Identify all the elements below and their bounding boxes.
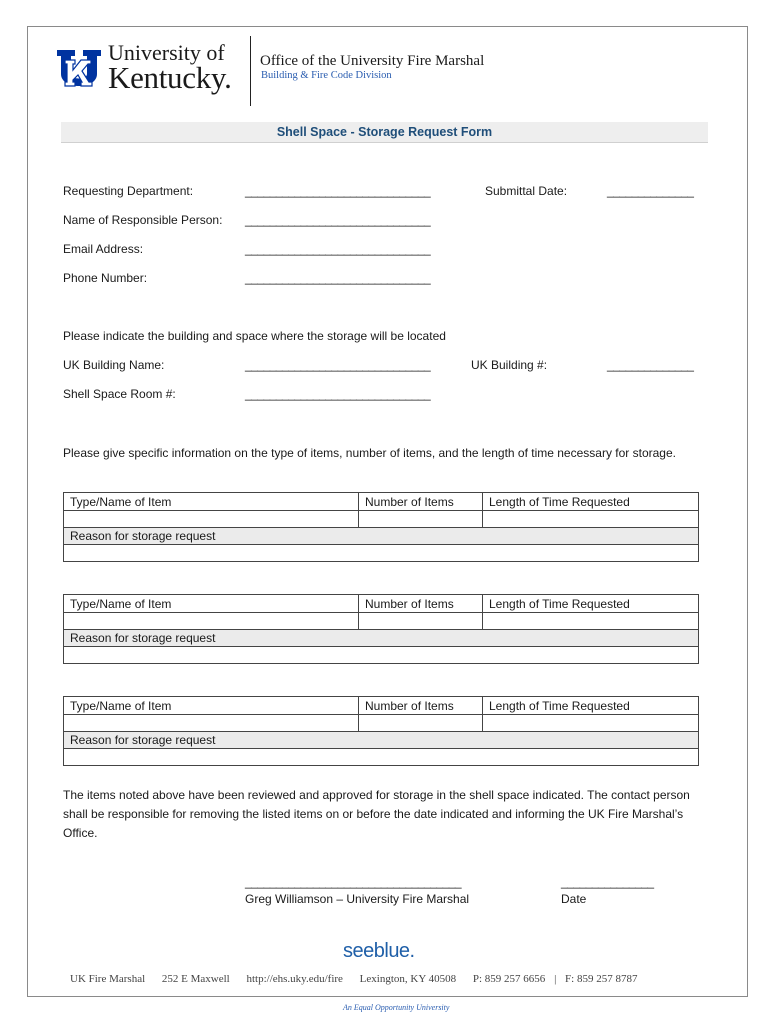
type-header: Type/Name of Item xyxy=(64,697,359,715)
footer-fax: F: 859 257 8787 xyxy=(565,973,638,985)
department-field[interactable]: ______________________________ xyxy=(245,184,431,198)
room-label: Shell Space Room #: xyxy=(63,387,176,401)
building-number-field[interactable]: ______________ xyxy=(607,358,694,372)
type-header: Type/Name of Item xyxy=(64,493,359,511)
signature-line[interactable]: ___________________________________ xyxy=(245,875,462,889)
building-name-label: UK Building Name: xyxy=(63,358,165,372)
length-cell[interactable] xyxy=(483,715,699,732)
type-header: Type/Name of Item xyxy=(64,595,359,613)
logo-university-text: University of xyxy=(108,40,225,65)
uk-logo-icon xyxy=(55,44,103,92)
responsible-person-field[interactable]: ______________________________ xyxy=(245,213,431,227)
building-number-label: UK Building #: xyxy=(471,358,548,372)
item-table-1 xyxy=(63,492,699,562)
footer-contact xyxy=(70,973,651,985)
reason-header: Reason for storage request xyxy=(64,732,699,749)
length-header: Length of Time Requested xyxy=(483,595,699,613)
date-line[interactable]: _______________ xyxy=(561,875,654,889)
department-label: Requesting Department: xyxy=(63,184,194,198)
number-cell[interactable] xyxy=(359,613,483,630)
number-cell[interactable] xyxy=(359,511,483,528)
division-name: Building & Fire Code Division xyxy=(261,70,392,81)
number-header: Number of Items xyxy=(359,595,483,613)
phone-label: Phone Number: xyxy=(63,271,148,285)
logo-kentucky-text: Kentucky. xyxy=(108,60,232,95)
responsible-person-label: Name of Responsible Person: xyxy=(63,213,223,227)
seeblue-logo: seeblue. xyxy=(343,940,415,962)
reason-cell[interactable] xyxy=(64,749,699,766)
submittal-date-label: Submittal Date: xyxy=(485,184,568,198)
footer-address: 252 E Maxwell xyxy=(161,973,230,985)
number-header: Number of Items xyxy=(359,493,483,511)
type-cell[interactable] xyxy=(64,613,359,630)
number-header: Number of Items xyxy=(359,697,483,715)
email-label: Email Address: xyxy=(63,242,144,256)
reason-cell[interactable] xyxy=(64,647,699,664)
signature-name: Greg Williamson – University Fire Marshal xyxy=(245,892,470,906)
reason-cell[interactable] xyxy=(64,545,699,562)
length-cell[interactable] xyxy=(483,613,699,630)
item-table-2 xyxy=(63,594,699,664)
type-cell[interactable] xyxy=(64,715,359,732)
location-instruction: Please indicate the building and space where the storage will be located xyxy=(63,329,446,343)
eeo-statement: An Equal Opportunity University xyxy=(343,1003,450,1012)
submittal-date-field[interactable]: ______________ xyxy=(607,184,694,198)
reason-header: Reason for storage request xyxy=(64,528,699,545)
footer-city: Lexington, KY 40508 xyxy=(359,973,457,985)
building-name-field[interactable]: ______________________________ xyxy=(245,358,431,372)
type-cell[interactable] xyxy=(64,511,359,528)
length-cell[interactable] xyxy=(483,511,699,528)
item-table-3 xyxy=(63,696,699,766)
footer-org: UK Fire Marshal xyxy=(70,973,146,985)
number-cell[interactable] xyxy=(359,715,483,732)
items-instruction: Please give specific information on the type of items, number of items, and the length of time necessary for storage. xyxy=(63,446,676,460)
footer-separator: | xyxy=(554,973,557,985)
phone-field[interactable]: ______________________________ xyxy=(245,271,431,285)
reason-header: Reason for storage request xyxy=(64,630,699,647)
form-title: Shell Space - Storage Request Form xyxy=(61,122,708,143)
length-header: Length of Time Requested xyxy=(483,493,699,511)
header-divider xyxy=(250,36,251,106)
office-name: Office of the University Fire Marshal xyxy=(260,53,485,69)
room-field[interactable]: ______________________________ xyxy=(245,387,431,401)
email-field[interactable]: ______________________________ xyxy=(245,242,431,256)
approval-statement: The items noted above have been reviewed and approved for storage in the shell space indicated. The contact person shall be responsible for removing the listed items on or before the date indicated and informing the UK Fire Marshal’s Office. xyxy=(63,788,690,840)
length-header: Length of Time Requested xyxy=(483,697,699,715)
footer-phone: P: 859 257 6656 xyxy=(472,973,546,985)
date-label: Date xyxy=(561,892,587,906)
footer-url[interactable]: http://ehs.uky.edu/fire xyxy=(246,973,343,985)
